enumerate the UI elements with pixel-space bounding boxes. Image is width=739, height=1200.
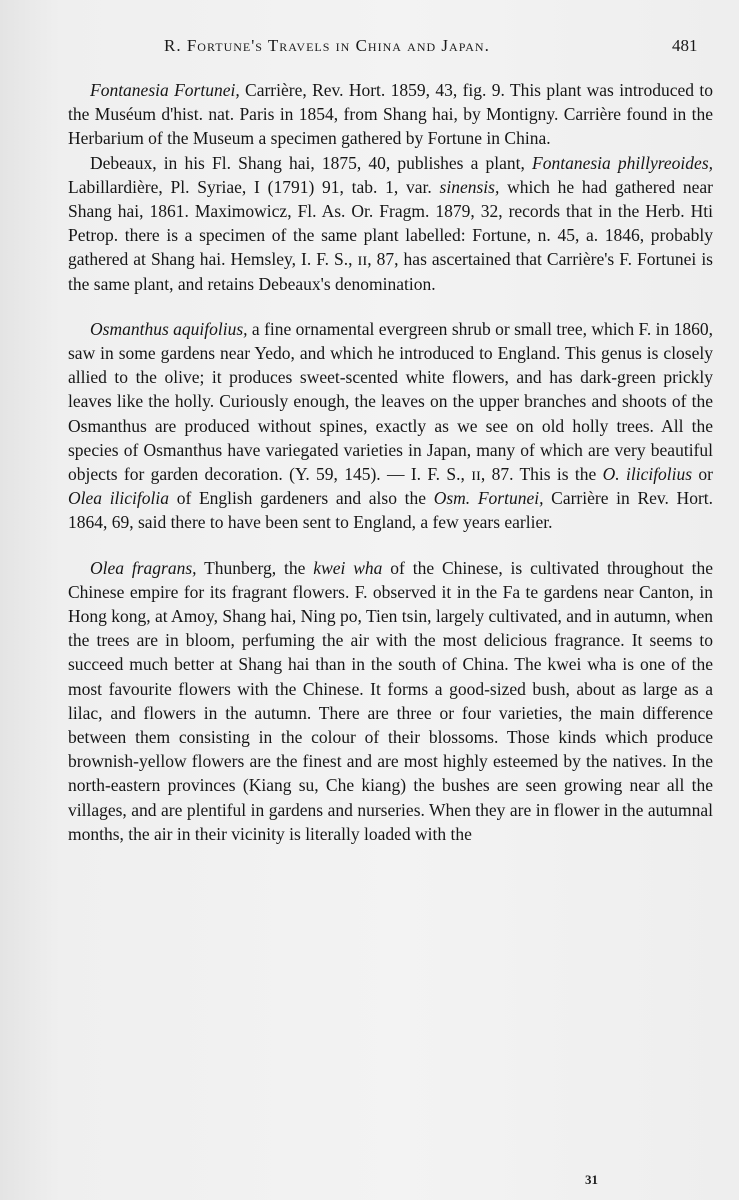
- signature-mark: 31: [585, 1172, 598, 1187]
- paragraph-text: Thunberg, the: [196, 557, 314, 578]
- paragraph-text: Carrière, Rev. Hort. 1859, 43, fig. 9. This plant was introduced to the Muséum d'hist. nat. Paris in 1854, from Shang hai, by Montigny. Carrière found in the Herbarium of the Museum a specimen gathered by Fortune in China.: [68, 80, 714, 149]
- species-name: Olea ilicifolia: [68, 488, 170, 509]
- species-name: Fontanesia phillyreoides,: [532, 152, 714, 173]
- paragraph-debeaux: [68, 151, 713, 296]
- variety-name: sinensis,: [439, 176, 500, 197]
- paragraph-text: of English gardeners and also the: [169, 488, 434, 509]
- paragraph-text: or: [692, 464, 713, 485]
- page-number: 481: [672, 36, 698, 55]
- paragraph-osmanthus-aquifolius: [68, 317, 713, 535]
- species-name: Fontanesia Fortunei,: [90, 80, 240, 100]
- paragraph-text: Debeaux, in his Fl. Shang hai, 1875, 40, publishes a plant,: [90, 152, 533, 173]
- chinese-name: kwei wha: [313, 557, 383, 578]
- paragraph-olea-fragrans: [68, 556, 713, 846]
- body-text: [68, 78, 713, 846]
- species-name: Osmanthus aquifolius,: [90, 318, 248, 339]
- species-name: Olea fragrans,: [90, 557, 197, 578]
- running-head: R. Fortune's Travels in China and Japan.: [164, 36, 490, 55]
- species-name: O. ilicifolius: [602, 464, 693, 485]
- species-name: Osm. Fortunei,: [433, 488, 544, 509]
- paragraph-fontanesia-fortunei: [68, 78, 713, 151]
- paragraph-text: Carrière in Rev. Hort. 1864, 69, said there to have been sent to England, a few years earlier.: [68, 488, 714, 533]
- paragraph-text: which he had gathered near Shang hai, 1861. Maximowicz, Fl. As. Or. Fragm. 1879, 32, records that in the Herb. Hti Petrop. there is a specimen of the same plant labelled: Fortune, n. 45, a. 1846, probably gathered at Shang hai. Hemsley, I. F. S., ɪɪ, 87, has ascertained that Carrière's F. Fortunei is the same plant, and retains Debeaux's denomination.: [68, 176, 713, 294]
- paragraph-text: Labillardière, Pl. Syriae, I (1791) 91, tab. 1, var.: [68, 176, 440, 197]
- paragraph-text: a fine ornamental evergreen shrub or small tree, which F. in 1860, saw in some gardens near Yedo, and which he introduced to England. This genus is closely allied to the olive; it produces sweet-scented white flowers, and has dark-green prickly leaves like the holly. Curiously enough, the leaves on the upper branches and shoots of the Osmanthus are produced without spines, exactly as we see on old holly trees. All the species of Osmanthus have variegated varieties in Japan, many of which are very beautiful objects for garden decoration. (Y. 59, 145). — I. F. S., ɪɪ, 87. This is the: [68, 318, 713, 485]
- paragraph-text: of the Chinese, is cultivated throughout the Chinese empire for its fragrant flowers. F. observed it in the Fa te gardens near Canton, in Hong kong, at Amoy, Shang hai, Ning po, Tien tsin, largely cultivated, and in autumn, when the trees are in bloom, perfuming the air with the most delicious fragrance. It seems to succeed much better at Shang hai than in the south of China. The kwei wha is one of the most favourite flowers with the Chinese. It forms a good-sized bush, about as large as a lilac, and flowers in the autumn. There are three or four varieties, the main difference between them consisting in the colour of their blossoms. Those kinds which produce brownish-yellow flowers are the finest and are most highly esteemed by the natives. In the north-eastern provinces (Kiang su, Che kiang) the bushes are seen growing near all the villages, and are plentiful in gardens and nurseries. When they are in flower in the autumnal months, the air in their vicinity is literally loaded with the: [68, 557, 714, 844]
- page-header: [0, 36, 739, 60]
